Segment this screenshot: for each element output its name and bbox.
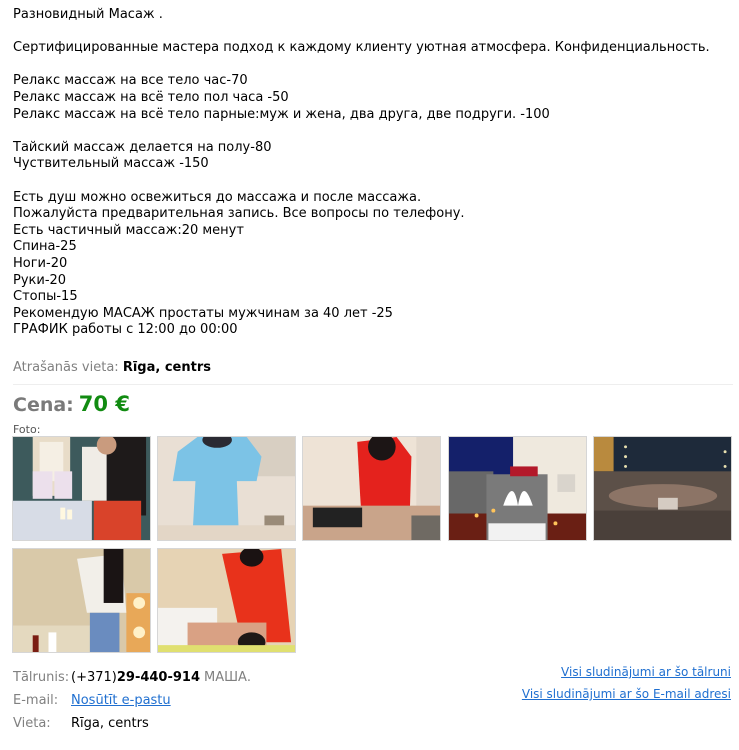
description-line: Спина-25 [13, 239, 77, 255]
location-value: Rīga, centrs [122, 360, 211, 375]
description-line: Пожалуйста предварительная запись. Все вопросы по телефону. [13, 206, 465, 222]
photo-image [13, 437, 150, 540]
price-value: 70 € [78, 392, 130, 416]
photo-image [13, 549, 150, 652]
photo-thumbnail-4[interactable] [448, 436, 587, 541]
description-line: Есть частичный массаж:20 менут [13, 222, 244, 238]
description-line: Тайский массаж делается на полу-80 [13, 139, 272, 155]
description-line: Ноги-20 [13, 255, 68, 271]
description-line: Рекомендую МАСАЖ простаты мужчинам за 40 лет -25 [13, 305, 393, 321]
phone-value [71, 670, 251, 685]
ad-description [13, 7, 733, 339]
related-links [522, 664, 731, 708]
photo-image [303, 437, 440, 540]
photo-thumbnail-3[interactable] [302, 436, 441, 541]
price-label: Cena: [13, 394, 74, 416]
email-row [13, 689, 251, 712]
phone-row [13, 666, 251, 689]
send-email-link[interactable]: Nosūtīt e-pastu [71, 693, 171, 708]
description-line [13, 24, 733, 41]
contact-name: МАША. [204, 670, 252, 685]
email-label: E-mail: [13, 693, 59, 708]
description-line [13, 173, 733, 190]
description-line: Руки-20 [13, 272, 67, 288]
photo-image [158, 437, 295, 540]
photo-image [158, 549, 295, 652]
description-line: Чуствительный массаж -150 [13, 156, 209, 172]
divider [13, 384, 733, 385]
place-row [13, 712, 251, 735]
photo-thumbnail-1[interactable] [12, 436, 151, 541]
place-value: Rīga, centrs [71, 716, 149, 731]
photo-thumbnail-2[interactable] [157, 436, 296, 541]
description-line: Сертифицированные мастера подход к каждому клиенту уютная атмосфера. Конфиденциальность. [13, 40, 710, 56]
all-ads-by-phone-link[interactable]: Visi sludinājumi ar šo tālruni [561, 665, 731, 679]
phone-label: Tālrunis: [13, 670, 70, 685]
location-label: Atrašanās vieta: [13, 360, 119, 375]
phone-number: 29-440-914 [116, 670, 201, 685]
location-row [13, 360, 211, 375]
phone-prefix: (+371) [71, 670, 117, 685]
photo-image [594, 437, 731, 540]
photo-thumbnail-5[interactable] [593, 436, 732, 541]
photos-label: Foto: [13, 423, 41, 436]
description-line: Есть душ можно освежиться до массажа и после массажа. [13, 189, 422, 205]
place-label: Vieta: [13, 716, 51, 731]
photo-thumbnail-7[interactable] [157, 548, 296, 653]
description-line: Разновидный Масаж . [13, 7, 163, 22]
description-line: ГРАФИК работы с 12:00 до 00:00 [13, 322, 238, 338]
description-line: Стопы-15 [13, 289, 78, 305]
price-row [13, 392, 130, 416]
photo-image [449, 437, 586, 540]
contact-info [13, 666, 251, 735]
description-line: Релакс массаж на всё тело пол часа -50 [13, 89, 289, 105]
photo-thumbnail-6[interactable] [12, 548, 151, 653]
description-line [13, 123, 733, 140]
description-line: Релакс массаж на все тело час-70 [13, 73, 248, 89]
description-line: Релакс массаж на всё тело парные:муж и жена, два друга, две подруги. -100 [13, 106, 550, 122]
all-ads-by-email-link[interactable]: Visi sludinājumi ar šo E-mail adresi [521, 687, 731, 701]
description-line [13, 57, 733, 74]
